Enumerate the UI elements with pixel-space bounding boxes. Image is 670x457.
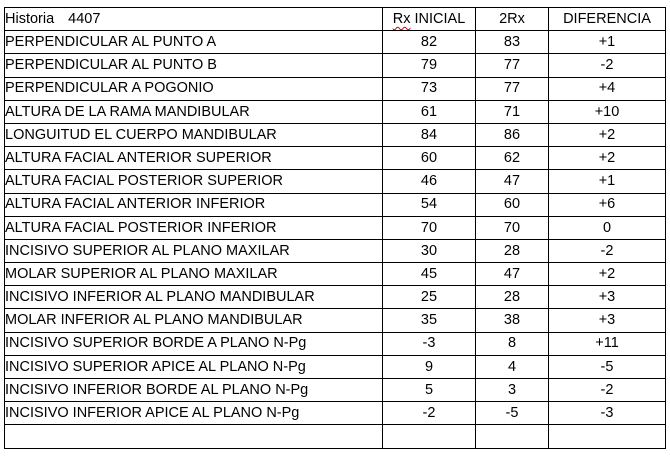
table-row <box>5 193 666 216</box>
measurement-label-cell[interactable]: PERPENDICULAR AL PUNTO B <box>5 54 383 77</box>
table-row <box>5 170 666 193</box>
2rx-cell[interactable]: 70 <box>476 216 549 239</box>
rx-inicial-cell[interactable]: -3 <box>383 332 476 355</box>
measurement-label-cell[interactable]: INCISIVO SUPERIOR APICE AL PLANO N-Pg <box>5 355 383 378</box>
measurement-label-cell[interactable]: PERPENDICULAR A POGONIO <box>5 77 383 100</box>
measurement-label-cell[interactable]: INCISIVO INFERIOR BORDE AL PLANO N-Pg <box>5 379 383 402</box>
historia-header-cell[interactable] <box>5 8 383 31</box>
diferencia-cell[interactable]: +3 <box>549 309 666 332</box>
rx-inicial-cell[interactable]: 30 <box>383 239 476 262</box>
rx-inicial-cell[interactable]: 5 <box>383 379 476 402</box>
measurement-label-cell[interactable]: ALTURA DE LA RAMA MANDIBULAR <box>5 100 383 123</box>
2rx-cell[interactable]: 60 <box>476 193 549 216</box>
diferencia-cell[interactable] <box>549 425 666 448</box>
2rx-cell[interactable]: 77 <box>476 77 549 100</box>
table-row <box>5 147 666 170</box>
table-row <box>5 239 666 262</box>
2rx-cell[interactable]: 3 <box>476 379 549 402</box>
diferencia-cell[interactable]: +1 <box>549 170 666 193</box>
measurement-label-cell[interactable]: ALTURA FACIAL POSTERIOR INFERIOR <box>5 216 383 239</box>
2rx-cell[interactable]: 62 <box>476 147 549 170</box>
measurement-label-cell[interactable]: INCISIVO SUPERIOR AL PLANO MAXILAR <box>5 239 383 262</box>
rx-inicial-cell[interactable]: 9 <box>383 355 476 378</box>
2rx-cell[interactable]: -5 <box>476 402 549 425</box>
2rx-cell[interactable] <box>476 425 549 448</box>
historia-label: Historia <box>5 10 55 27</box>
diferencia-cell[interactable]: -2 <box>549 239 666 262</box>
rx-inicial-cell[interactable]: 46 <box>383 170 476 193</box>
table-row <box>5 100 666 123</box>
table-row <box>5 402 666 425</box>
diferencia-cell[interactable]: +2 <box>549 147 666 170</box>
diferencia-cell[interactable]: -3 <box>549 402 666 425</box>
table-row <box>5 216 666 239</box>
2rx-cell[interactable]: 28 <box>476 239 549 262</box>
2rx-cell[interactable]: 71 <box>476 100 549 123</box>
diferencia-cell[interactable]: +2 <box>549 123 666 146</box>
table-row <box>5 286 666 309</box>
table-row <box>5 54 666 77</box>
diferencia-cell[interactable]: 0 <box>549 216 666 239</box>
2rx-cell[interactable]: 83 <box>476 31 549 54</box>
diferencia-cell[interactable]: +6 <box>549 193 666 216</box>
rx-inicial-header-cell[interactable] <box>383 8 476 31</box>
diferencia-cell[interactable]: +4 <box>549 77 666 100</box>
measurement-label-cell[interactable]: INCISIVO INFERIOR APICE AL PLANO N-Pg <box>5 402 383 425</box>
table-row <box>5 332 666 355</box>
rx-inicial-cell[interactable]: 82 <box>383 31 476 54</box>
diferencia-cell[interactable]: -2 <box>549 54 666 77</box>
rx-inicial-cell[interactable]: 79 <box>383 54 476 77</box>
rx-inicial-cell[interactable]: 70 <box>383 216 476 239</box>
table-row <box>5 309 666 332</box>
table-row <box>5 31 666 54</box>
table-row <box>5 379 666 402</box>
measurement-label-cell[interactable]: LONGUITUD EL CUERPO MANDIBULAR <box>5 123 383 146</box>
diferencia-cell[interactable]: +1 <box>549 31 666 54</box>
rx-inicial-cell[interactable]: 73 <box>383 77 476 100</box>
2rx-cell[interactable]: 28 <box>476 286 549 309</box>
table-row <box>5 123 666 146</box>
measurement-label-cell[interactable]: ALTURA FACIAL ANTERIOR INFERIOR <box>5 193 383 216</box>
table-row <box>5 425 666 448</box>
rx-inicial-cell[interactable]: 25 <box>383 286 476 309</box>
rx-inicial-cell[interactable]: 45 <box>383 263 476 286</box>
diferencia-cell[interactable]: +3 <box>549 286 666 309</box>
measurement-label-cell[interactable]: MOLAR INFERIOR AL PLANO MANDIBULAR <box>5 309 383 332</box>
header-row <box>5 8 666 31</box>
rx-suffix: INICIAL <box>410 10 466 27</box>
diferencia-cell[interactable]: -5 <box>549 355 666 378</box>
rx-inicial-cell[interactable]: 60 <box>383 147 476 170</box>
diferencia-cell[interactable]: +2 <box>549 263 666 286</box>
2rx-cell[interactable]: 86 <box>476 123 549 146</box>
diferencia-cell[interactable]: -2 <box>549 379 666 402</box>
table-row <box>5 263 666 286</box>
measurement-label-cell[interactable]: PERPENDICULAR AL PUNTO A <box>5 31 383 54</box>
2rx-cell[interactable]: 77 <box>476 54 549 77</box>
table-body <box>5 8 666 449</box>
measurements-table <box>4 7 666 449</box>
rx-prefix-spellcheck: Rx <box>392 10 411 27</box>
measurement-label-cell[interactable]: INCISIVO INFERIOR AL PLANO MANDIBULAR <box>5 286 383 309</box>
diferencia-header-cell[interactable]: DIFERENCIA <box>549 8 666 31</box>
2rx-cell[interactable]: 47 <box>476 263 549 286</box>
rx-inicial-cell[interactable]: 84 <box>383 123 476 146</box>
measurement-label-cell[interactable]: ALTURA FACIAL POSTERIOR SUPERIOR <box>5 170 383 193</box>
rx-inicial-cell[interactable] <box>383 425 476 448</box>
measurement-label-cell[interactable] <box>5 425 383 448</box>
2rx-header-cell[interactable]: 2Rx <box>476 8 549 31</box>
diferencia-cell[interactable]: +11 <box>549 332 666 355</box>
table-row <box>5 77 666 100</box>
2rx-cell[interactable]: 47 <box>476 170 549 193</box>
measurement-label-cell[interactable]: MOLAR SUPERIOR AL PLANO MAXILAR <box>5 263 383 286</box>
rx-inicial-cell[interactable]: 35 <box>383 309 476 332</box>
rx-inicial-cell[interactable]: 61 <box>383 100 476 123</box>
rx-inicial-cell[interactable]: -2 <box>383 402 476 425</box>
rx-inicial-cell[interactable]: 54 <box>383 193 476 216</box>
diferencia-cell[interactable]: +10 <box>549 100 666 123</box>
2rx-cell[interactable]: 38 <box>476 309 549 332</box>
measurement-label-cell[interactable]: INCISIVO SUPERIOR BORDE A PLANO N-Pg <box>5 332 383 355</box>
measurement-label-cell[interactable]: ALTURA FACIAL ANTERIOR SUPERIOR <box>5 147 383 170</box>
2rx-cell[interactable]: 8 <box>476 332 549 355</box>
historia-number: 4407 <box>68 10 101 27</box>
table-row <box>5 355 666 378</box>
2rx-cell[interactable]: 4 <box>476 355 549 378</box>
